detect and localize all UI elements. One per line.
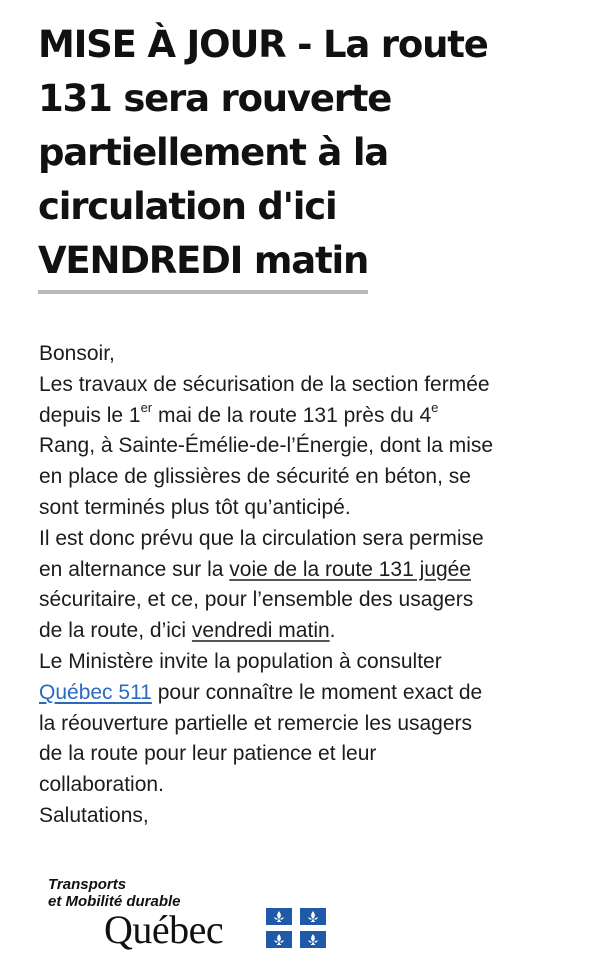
message-body <box>39 339 579 832</box>
ministry-name <box>48 876 181 910</box>
ministry-name-line-2: et Mobilité durable <box>48 893 181 910</box>
paragraph-1-line-4: en place de glissières de sécurité en béton, se <box>39 465 471 489</box>
ministry-name-line-1: Transports <box>48 876 127 893</box>
headline-line-5-wrap <box>38 234 598 294</box>
headline-line-4: circulation d'ici <box>38 185 337 228</box>
headline-line-3: partiellement à la <box>38 131 389 174</box>
paragraph-3-line-3: la réouverture partielle et remercie les usagers <box>39 711 473 735</box>
paragraph-1-line-2 <box>39 401 579 432</box>
quebec-wordmark: Québec <box>104 907 224 952</box>
quebec-511-link[interactable]: Québec 511 <box>39 680 152 704</box>
p2-text-a: en alternance sur la <box>39 557 230 581</box>
superscript-e: e <box>431 399 439 415</box>
paragraph-3-line-5: collaboration. <box>39 773 164 797</box>
p2-text-c: de la route, d’ici <box>39 619 192 643</box>
paragraph-3-line-1: Le Ministère invite la population à consulter <box>39 649 442 673</box>
paragraph-3-line-2 <box>39 678 579 709</box>
p2-text-d: . <box>329 619 336 643</box>
paragraph-2-line-3: sécuritaire, et ce, pour l’ensemble des usagers <box>39 588 474 612</box>
paragraph-1-line-3: Rang, à Sainte-Émélie-de-l’Énergie, dont la mise <box>39 434 494 458</box>
paragraph-2-line-1: Il est donc prévu que la circulation sera permise <box>39 526 484 550</box>
p1-text-a: depuis le 1 <box>39 403 141 427</box>
paragraph-3-line-4: de la route pour leur patience et leur <box>39 742 377 766</box>
underlined-vendredi-matin: vendredi matin <box>191 619 330 643</box>
greeting: Bonsoir, <box>39 342 115 365</box>
headline-line-1: MISE À JOUR - La route <box>38 23 488 66</box>
underlined-voie-route: voie de la route 131 jugée <box>229 557 471 581</box>
superscript-er: er <box>140 399 153 415</box>
p3-text-b: pour connaître le moment exact de <box>151 680 483 704</box>
headline-line-2: 131 sera rouverte <box>38 77 392 120</box>
closing: Salutations, <box>39 803 149 827</box>
paragraph-1-line-1: Les travaux de sécurisation de la section fermée <box>39 372 490 396</box>
quebec-ministry-logo <box>48 876 348 956</box>
quebec-flag-icon <box>266 908 326 948</box>
headline-line-5: VENDREDI matin <box>38 234 368 294</box>
paragraph-2-line-4 <box>39 616 579 647</box>
headline <box>38 18 598 294</box>
paragraph-2-line-2 <box>39 555 579 586</box>
paragraph-1-line-5: sont terminés plus tôt qu’anticipé. <box>39 495 351 519</box>
p1-text-b: mai de la route 131 près du 4 <box>152 403 432 427</box>
